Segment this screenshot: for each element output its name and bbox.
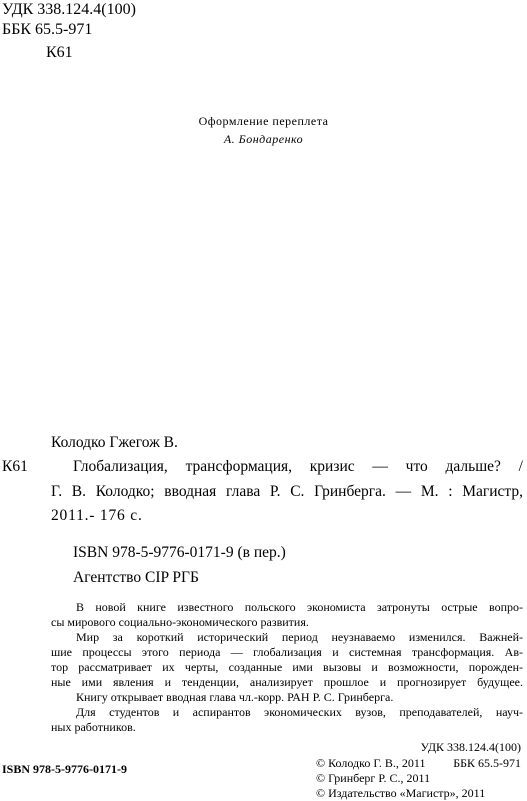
author-heading: Колодко Гжегож В. [51,434,178,451]
udk-bottom: УДК 338.124.4(100) [420,740,521,754]
cover-design-label: Оформление переплета [198,114,329,128]
title-line: 2011.- 176 с. [51,507,143,524]
annotation-line: ных работников. [51,720,136,734]
copyright-line: © Издательство «Магистр», 2011 [316,786,486,800]
copyright-line: © Колодко Г. В., 2011 [316,756,426,770]
annotation-line: Книгу открывает вводная глава чл.-корр. РАН Р. С. Гринберга. [76,690,394,704]
annotation-line: ные ими явления и тенденции, анализирует прошлое и прогнозирует будущее. [51,675,523,689]
annotation-line: тор рассматривает их черты, созданные ими вызовы и возможности, порожден- [51,660,523,674]
annotation-line: шие процессы этого периода — глобализация и системная трансформация. Ав- [51,645,523,659]
isbn-record: ISBN 978-5-9776-0171-9 (в пер.) [73,544,286,561]
isbn-bottom: ISBN 978-5-9776-0171-9 [2,762,127,776]
author-mark: К61 [2,458,28,475]
cip-agency: Агентство CIP РГБ [73,569,199,586]
copyright-line: © Гринберг Р. С., 2011 [316,771,431,785]
title-line: Г. В. Колодко; вводная глава Р. С. Гринберга. — М. : Магистр, [51,483,523,500]
udk-top: УДК 338.124.4(100) [2,1,136,18]
annotation-line: Для студентов и аспирантов экономических вузов, преподавателей, науч- [76,705,523,719]
cover-designer-name: А. Бондаренко [223,132,304,146]
author-mark-top: К61 [46,44,73,61]
title-line: Глобализация, трансформация, кризис — что дальше? / [73,458,523,475]
bbk-top: ББК 65.5-971 [2,21,93,38]
annotation-line: Мир за короткий исторический период неузнаваемо изменился. Важней- [76,630,523,644]
annotation-line: сы мирового социально-экономического развития. [51,615,309,629]
bbk-bottom: ББК 65.5-971 [453,756,521,770]
annotation-line: В новой книге известного польского экономиста затронуты острые вопро- [76,600,523,614]
